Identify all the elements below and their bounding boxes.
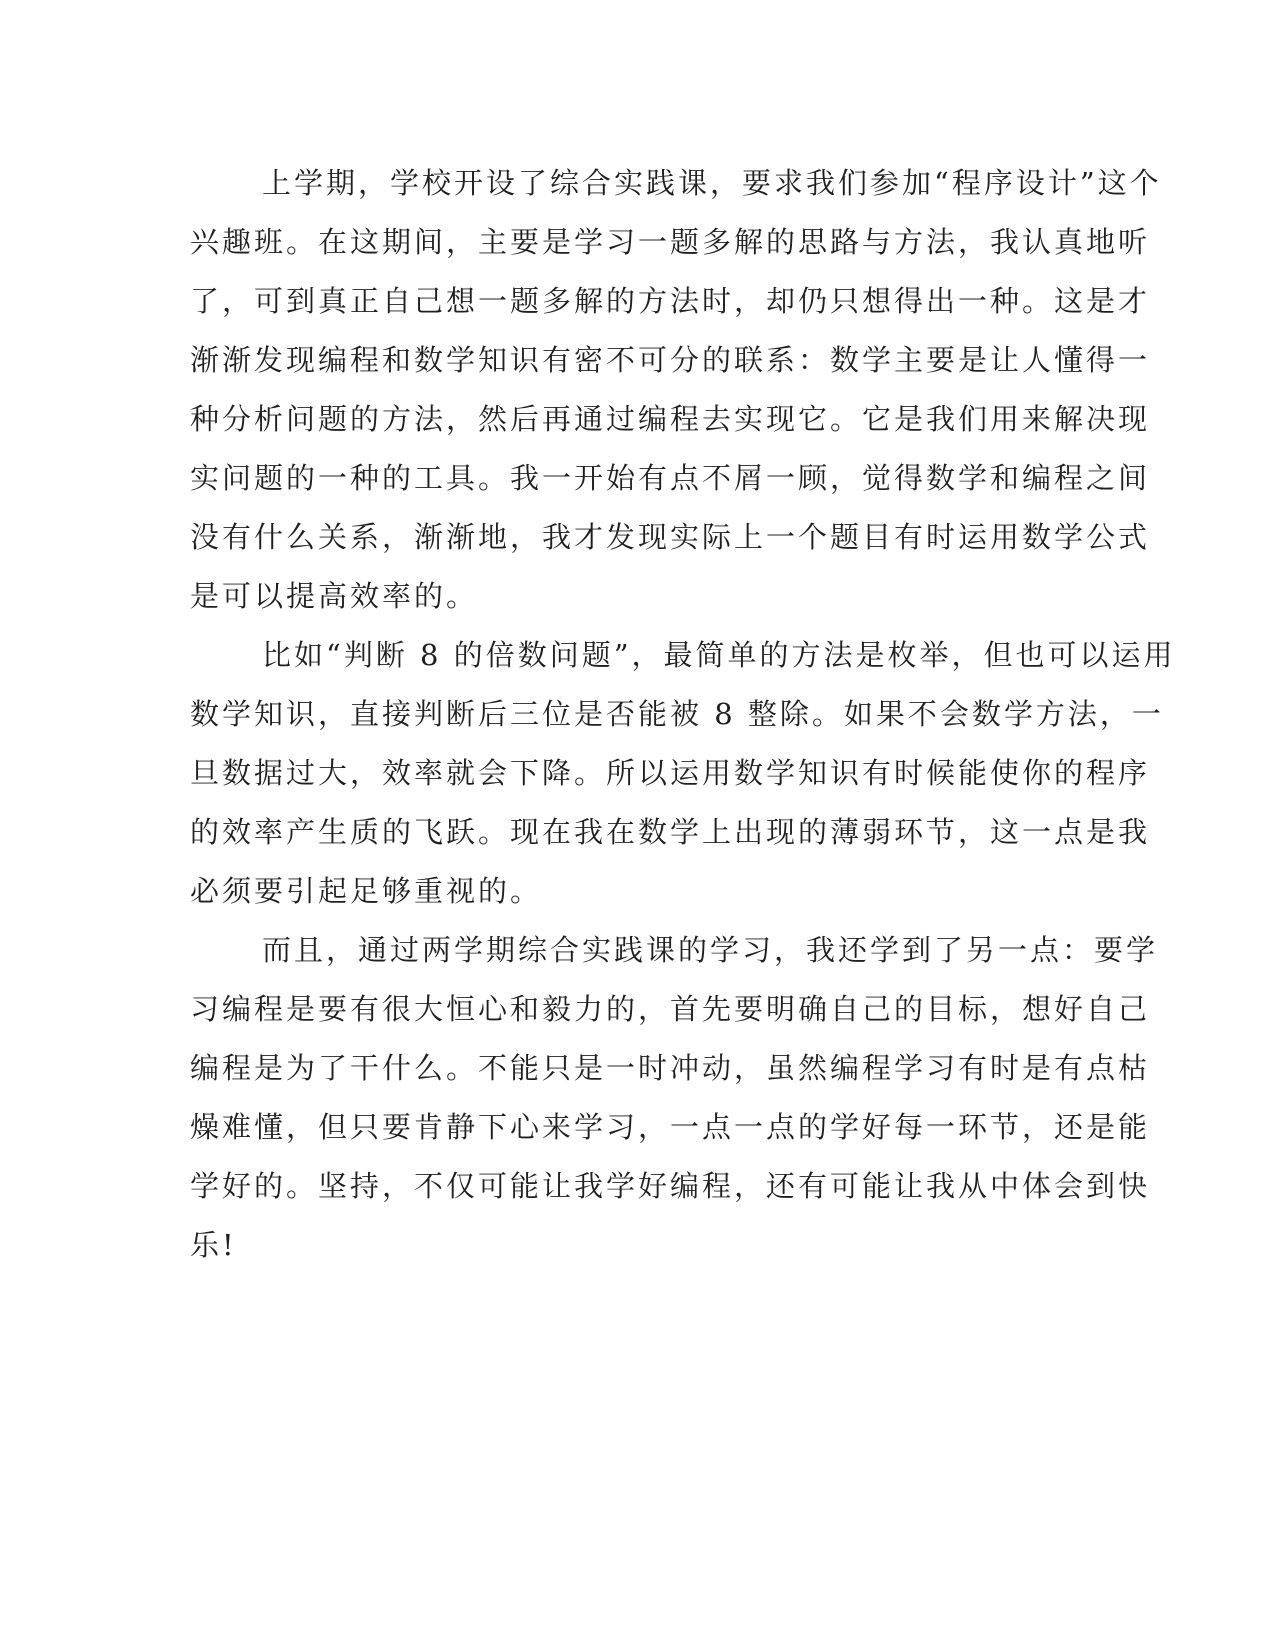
paragraph-2-line-2: 数学知识，直接判断后三位是否能被 8 整除。如果不会数学方法，一 [190,697,1164,731]
paragraph-1-line-2: 兴趣班。在这期间，主要是学习一题多解的思路与方法，我认真地听 [190,225,1151,259]
paragraph-3-line-1: 而且，通过两学期综合实践课的学习，我还学到了另一点：要学 [262,933,1159,967]
paragraph-1-line-6: 实问题的一种的工具。我一开始有点不屑一顾，觉得数学和编程之间 [190,461,1151,495]
paragraph-2-line-4: 的效率产生质的飞跃。现在我在数学上出现的薄弱环节，这一点是我 [190,815,1151,849]
paragraph-2-line-1: 比如“判断 8 的倍数问题”，最简单的方法是枚举，但也可以运用 [262,638,1176,672]
paragraph-1-line-8: 是可以提高效率的。 [190,579,479,613]
paragraph-3-line-2: 习编程是要有很大恒心和毅力的，首先要明确自己的目标，想好自己 [190,992,1151,1026]
paragraph-1-line-3: 了，可到真正自己想一题多解的方法时，却仍只想得出一种。这是才 [190,284,1151,318]
paragraph-3-line-5: 学好的。坚持，不仅可能让我学好编程，还有可能让我从中体会到快 [190,1169,1151,1203]
paragraph-1-line-1: 上学期，学校开设了综合实践课，要求我们参加“程序设计”这个 [262,166,1162,200]
paragraph-3-line-4: 燥难懂，但只要肯静下心来学习，一点一点的学好每一环节，还是能 [190,1110,1151,1144]
paragraph-2-line-3: 旦数据过大，效率就会下降。所以运用数学知识有时候能使你的程序 [190,756,1151,790]
paragraph-2-line-5: 必须要引起足够重视的。 [190,874,543,908]
paragraph-3-line-6: 乐! [190,1228,237,1262]
paragraph-1-line-7: 没有什么关系，渐渐地，我才发现实际上一个题目有时运用数学公式 [190,520,1151,554]
paragraph-1-line-4: 渐渐发现编程和数学知识有密不可分的联系：数学主要是让人懂得一 [190,343,1151,377]
paragraph-3-line-3: 编程是为了干什么。不能只是一时冲动，虽然编程学习有时是有点枯 [190,1051,1151,1085]
paragraph-1-line-5: 种分析问题的方法，然后再通过编程去实现它。它是我们用来解决现 [190,402,1151,436]
